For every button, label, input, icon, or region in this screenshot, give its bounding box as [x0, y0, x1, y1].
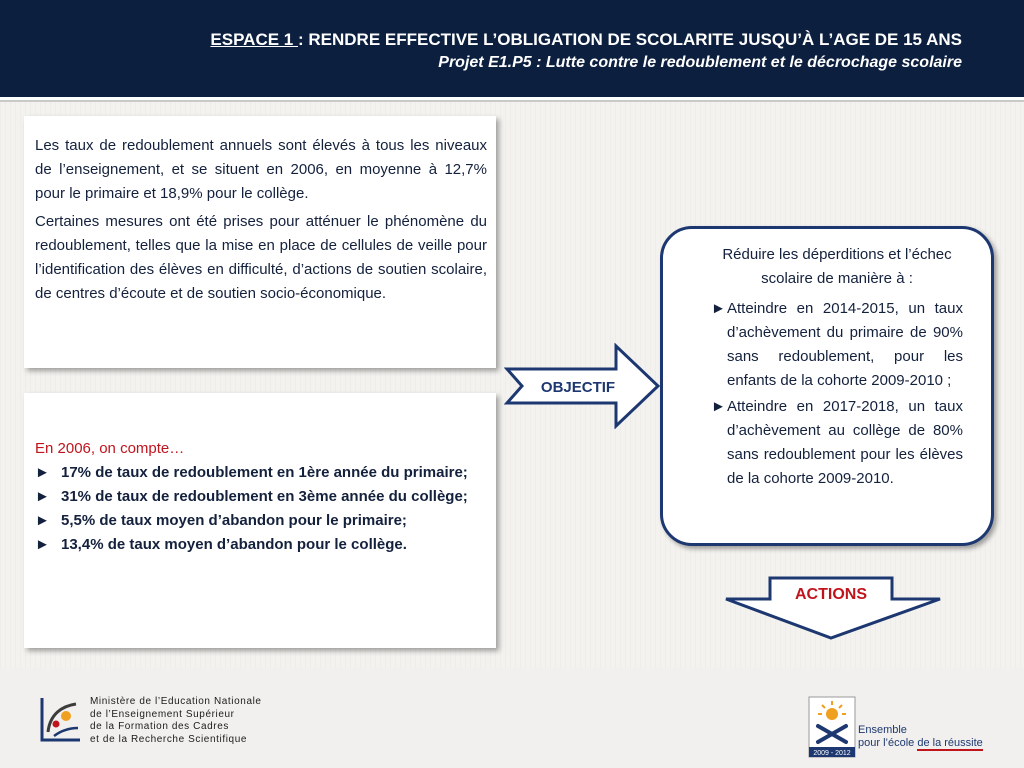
triangle-bullet-icon: ► — [711, 398, 726, 415]
triangle-bullet-icon: ► — [35, 512, 50, 529]
header-banner — [0, 0, 1024, 100]
stats-item-text: 5,5% de taux moyen d’abandon pour le primaire; — [61, 512, 407, 529]
page-title — [210, 30, 962, 50]
title-main: : RENDRE EFFECTIVE L’OBLIGATION DE SCOLARITE JUSQU’À L’AGE DE 15 ANS — [297, 30, 962, 49]
objective-title: Réduire les déperditions et l’échec scolaire de manière à : — [722, 246, 952, 287]
stats-item — [35, 533, 487, 557]
stats-item — [35, 485, 487, 509]
objective-item-text: Atteindre en 2014-2015, un taux d’achèvement du primaire de 90% sans redoublement, pour les enfants de la cohorte 2009-2010 ; — [727, 300, 963, 389]
intro-paragraph-2: Certaines mesures ont été prises pour atténuer le phénomène du redoublement, telles que la mise en place de cellules de veille pour l’identification des élèves en difficulté, d’actions de soutien scolaire, de centres d’écoute et de soutien socio-économique. — [35, 213, 487, 302]
objective-item-text: Atteindre en 2017-2018, un taux d’achèvement au collège de 80% sans redoublement pour les élèves de la cohorte 2009-2010. — [727, 398, 963, 487]
intro-paragraph-1: Les taux de redoublement annuels sont élevés à tous les niveaux de l’enseignement, et se situent en 2006, en moyenne à 12,7% pour le primaire et 18,9% pour le collège. — [35, 137, 487, 202]
stats-card — [24, 393, 496, 648]
ensemble-star-icon — [808, 696, 856, 758]
triangle-bullet-icon: ► — [711, 300, 726, 317]
stats-item-text: 31% de taux de redoublement en 3ème année du collège; — [61, 488, 468, 505]
ministry-line: et de la Recherche Scientifique — [90, 733, 248, 745]
intro-card — [24, 116, 496, 368]
stats-item-text: 17% de taux de redoublement en 1ère année du primaire; — [61, 464, 468, 481]
stats-item — [35, 509, 487, 533]
slogan — [858, 724, 983, 750]
objective-arrow-label: OBJECTIF — [540, 379, 616, 396]
triangle-bullet-icon: ► — [35, 464, 50, 481]
stats-item — [35, 461, 487, 485]
ministry-line: de la Formation des Cadres — [90, 721, 229, 732]
objective-arrow — [504, 343, 664, 429]
triangle-bullet-icon: ► — [35, 488, 50, 505]
ministry-emblem-icon — [36, 692, 84, 746]
actions-arrow — [722, 575, 944, 641]
ministry-name — [90, 696, 262, 746]
actions-arrow-label: ACTIONS — [795, 586, 867, 603]
title-prefix: ESPACE 1 — [210, 30, 298, 49]
objective-item — [711, 395, 963, 491]
slogan-line-1: Ensemble — [858, 724, 907, 736]
triangle-bullet-icon: ► — [35, 536, 50, 553]
ministry-line: de l’Enseignement Supérieur — [90, 708, 235, 720]
page-subtitle: Projet E1.P5 : Lutte contre le redoublement et le décrochage scolaire — [438, 54, 962, 71]
slogan-part-a: pour l’école — [858, 737, 918, 749]
stats-title: En 2006, on compte… — [35, 440, 185, 457]
slogan-part-b: de la réussite — [917, 737, 983, 749]
slogan-line-2 — [858, 737, 983, 750]
objective-box — [660, 226, 994, 546]
stats-item-text: 13,4% de taux moyen d’abandon pour le collège. — [61, 536, 407, 553]
ministry-line: Ministère de l’Education Nationale — [90, 696, 262, 707]
objective-item — [711, 297, 963, 393]
badge-years: 2009 - 2012 — [813, 750, 851, 757]
